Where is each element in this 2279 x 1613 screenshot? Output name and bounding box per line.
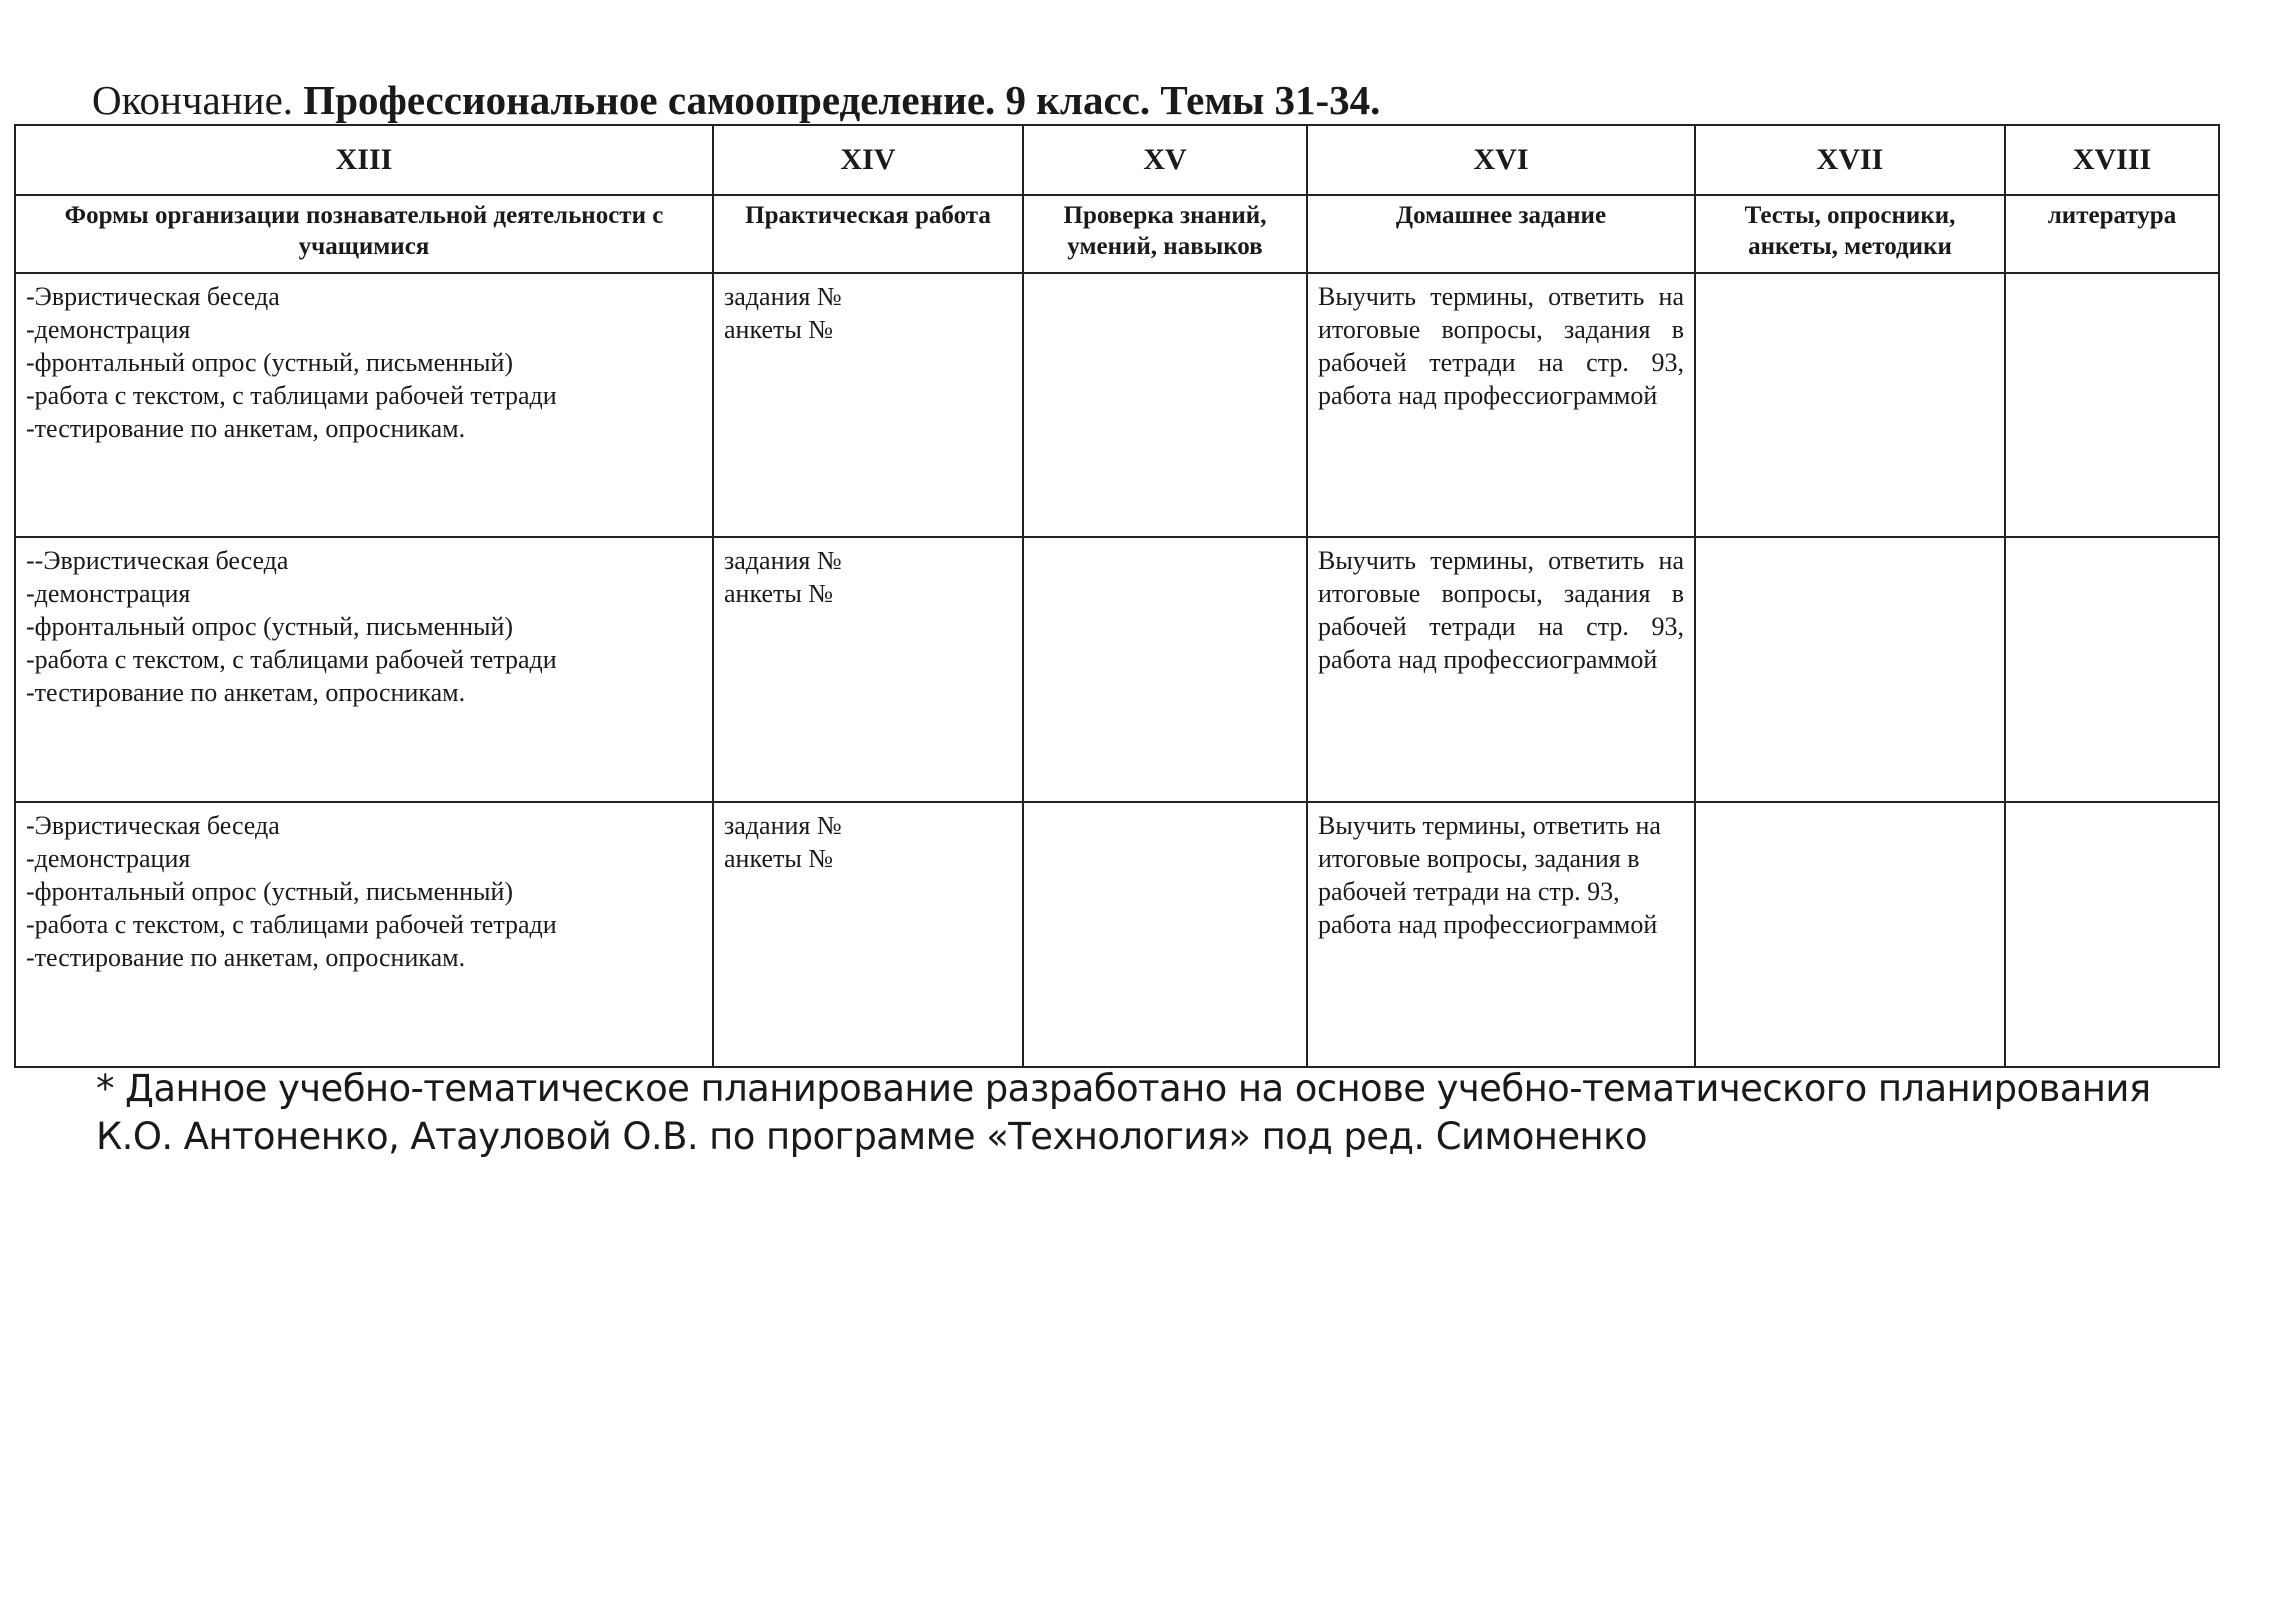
column-numbers-row bbox=[15, 125, 2219, 195]
forms-item: --Эвристическая беседа bbox=[26, 546, 289, 576]
forms-item: -демонстрация bbox=[26, 844, 191, 874]
practice-item: анкеты № bbox=[724, 844, 834, 874]
table-row bbox=[15, 273, 2219, 538]
header-homework: Домашнее задание bbox=[1307, 195, 1695, 273]
col-number: XVIII bbox=[2005, 125, 2219, 195]
homework-cell: Выучить термины, ответить на итоговые вопросы, задания в рабочей тетради на стр. 93, работа над профессиограммой bbox=[1307, 802, 1695, 1067]
literature-cell bbox=[2005, 273, 2219, 538]
practice-item: задания № bbox=[724, 281, 842, 311]
forms-item: -работа с текстом, с таблицами рабочей тетради bbox=[26, 380, 557, 410]
heading-prefix: Окончание. bbox=[92, 77, 304, 123]
table-row bbox=[15, 802, 2219, 1067]
heading-title: Профессиональное самоопределение. 9 класс. Темы 31-34. bbox=[303, 77, 1381, 123]
forms-item: -тестирование по анкетам, опросникам. bbox=[26, 678, 466, 708]
forms-cell bbox=[15, 802, 713, 1067]
forms-item: -демонстрация bbox=[26, 579, 191, 609]
table-row bbox=[15, 537, 2219, 802]
footnote: * Данное учебно-тематическое планирование разработано на основе учебно-тематического планирования К.О. Антоненко, Атауловой О.В. по программе «Технология» под ред. Симоненко bbox=[96, 1067, 2151, 1158]
col-number: XVII bbox=[1695, 125, 2005, 195]
literature-cell bbox=[2005, 537, 2219, 802]
header-tests: Тесты, опросники, анкеты, методики bbox=[1695, 195, 2005, 273]
forms-item: -фронтальный опрос (устный, письменный) bbox=[26, 612, 514, 642]
forms-item: -Эвристическая беседа bbox=[26, 811, 280, 841]
practice-cell bbox=[713, 537, 1023, 802]
header-literature: литература bbox=[2005, 195, 2219, 273]
check-cell bbox=[1023, 802, 1307, 1067]
practice-item: задания № bbox=[724, 546, 842, 576]
forms-item: -тестирование по анкетам, опросникам. bbox=[26, 413, 466, 443]
header-forms: Формы организации познавательной деятельности с учащимися bbox=[15, 195, 713, 273]
col-number: XIV bbox=[713, 125, 1023, 195]
forms-item: -работа с текстом, с таблицами рабочей тетради bbox=[26, 910, 557, 940]
forms-item: -фронтальный опрос (устный, письменный) bbox=[26, 347, 514, 377]
check-cell bbox=[1023, 537, 1307, 802]
col-number: XVI bbox=[1307, 125, 1695, 195]
homework-cell: Выучить термины, ответить на итоговые вопросы, задания в рабочей тетради на стр. 93, работа над профессиограммой bbox=[1307, 273, 1695, 538]
col-number: XIII bbox=[15, 125, 713, 195]
homework-cell: Выучить термины, ответить на итоговые вопросы, задания в рабочей тетради на стр. 93, работа над профессиограммой bbox=[1307, 537, 1695, 802]
col-number: XV bbox=[1023, 125, 1307, 195]
header-check: Проверка знаний, умений, навыков bbox=[1023, 195, 1307, 273]
tests-cell bbox=[1695, 537, 2005, 802]
literature-cell bbox=[2005, 802, 2219, 1067]
practice-item: анкеты № bbox=[724, 579, 834, 609]
column-headers-row bbox=[15, 195, 2219, 273]
page-heading bbox=[92, 76, 1380, 124]
forms-cell bbox=[15, 537, 713, 802]
check-cell bbox=[1023, 273, 1307, 538]
practice-cell bbox=[713, 802, 1023, 1067]
forms-item: -фронтальный опрос (устный, письменный) bbox=[26, 877, 514, 907]
forms-item: -Эвристическая беседа bbox=[26, 281, 280, 311]
header-practice: Практическая работа bbox=[713, 195, 1023, 273]
practice-item: анкеты № bbox=[724, 314, 834, 344]
tests-cell bbox=[1695, 802, 2005, 1067]
practice-item: задания № bbox=[724, 811, 842, 841]
forms-cell bbox=[15, 273, 713, 538]
forms-item: -работа с текстом, с таблицами рабочей тетради bbox=[26, 645, 557, 675]
forms-item: -тестирование по анкетам, опросникам. bbox=[26, 943, 466, 973]
plan-table bbox=[14, 124, 2220, 1068]
tests-cell bbox=[1695, 273, 2005, 538]
practice-cell bbox=[713, 273, 1023, 538]
forms-item: -демонстрация bbox=[26, 314, 191, 344]
